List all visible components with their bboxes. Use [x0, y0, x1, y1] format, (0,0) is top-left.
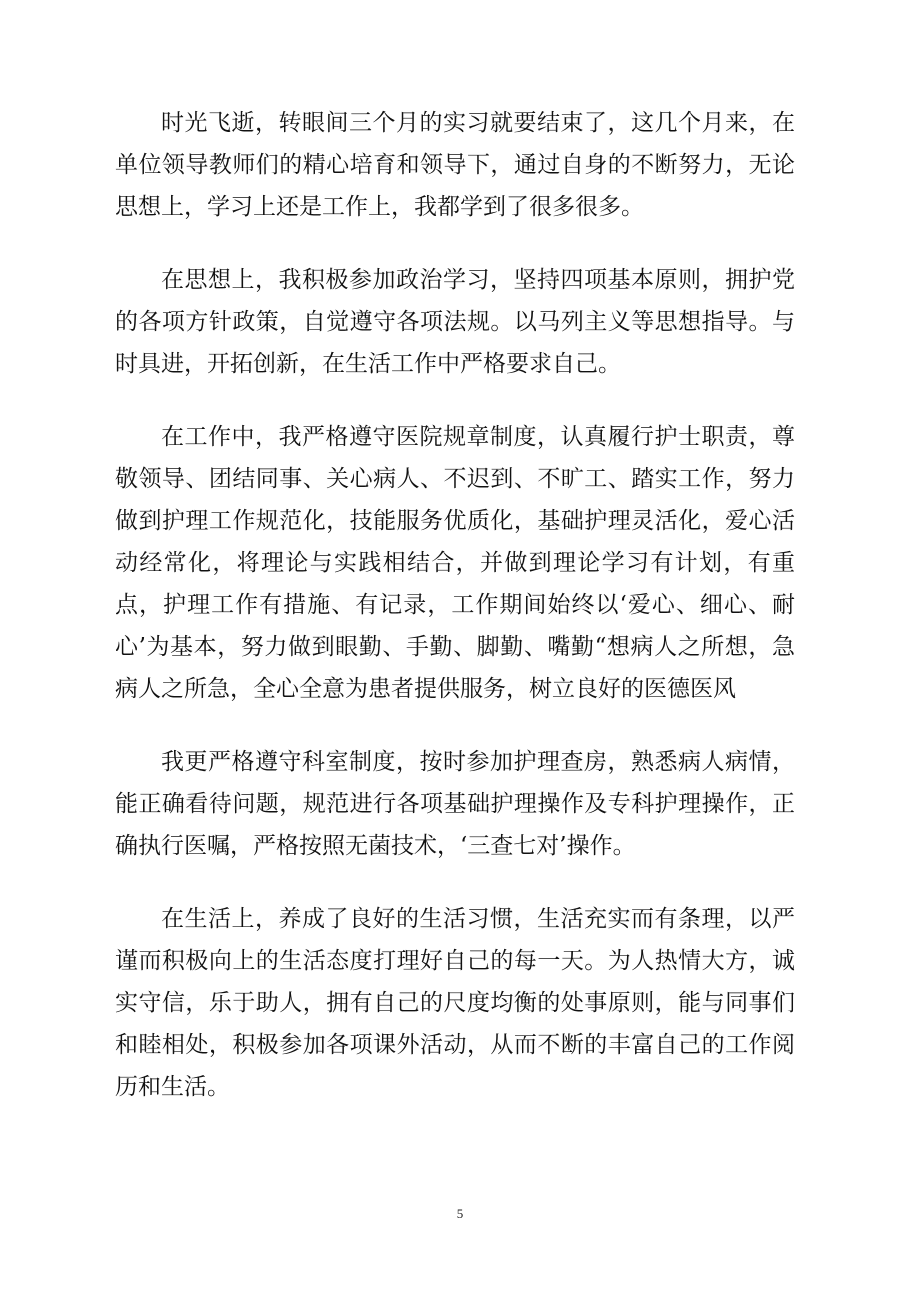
document-body: [115, 102, 795, 1139]
paragraph-life: 在生活上，养成了良好的生活习惯，生活充实而有条理，以严谨而积极向上的生活态度打理好自己的每一天。为人热情大方，诚实守信，乐于助人，拥有自己的尺度均衡的处事原则，能与同事们和睦相处，积极参加各项课外活动，从而不断的丰富自己的工作阅历和生活。: [115, 906, 795, 1100]
paragraph-ideology: 在思想上，我积极参加政治学习，坚持四项基本原则，拥护党的各项方针政策，自觉遵守各项法规。以马列主义等思想指导。与时具进，开拓创新，在生活工作中严格要求自己。: [115, 267, 795, 377]
paragraph-department-rules: 我更严格遵守科室制度，按时参加护理查房，熟悉病人病情，能正确看待问题，规范进行各项基础护理操作及专科护理操作，正确执行医嘱，严格按照无菌技术，‘三查七对’操作。: [115, 749, 795, 859]
paragraph-internship-intro: 时光飞逝，转眼间三个月的实习就要结束了，这几个月来，在单位领导教师们的精心培育和领导下，通过自身的不断努力，无论思想上，学习上还是工作上，我都学到了很多很多。: [115, 110, 795, 220]
paragraph-work: 在工作中，我严格遵守医院规章制度，认真履行护士职责，尊敬领导、团结同事、关心病人、不迟到、不旷工、踏实工作，努力做到护理工作规范化，技能服务优质化，基础护理灵活化，爱心活动经常化，将理论与实践相结合，并做到理论学习有计划，有重点，护理工作有措施、有记录，工作期间始终以‘爱心、细心、耐心’为基本，努力做到眼勤、手勤、脚勤、嘴勤“想病人之所想，急病人之所急，全心全意为患者提供服务，树立良好的医德医风: [115, 424, 795, 702]
page-number: 5: [456, 1206, 464, 1221]
